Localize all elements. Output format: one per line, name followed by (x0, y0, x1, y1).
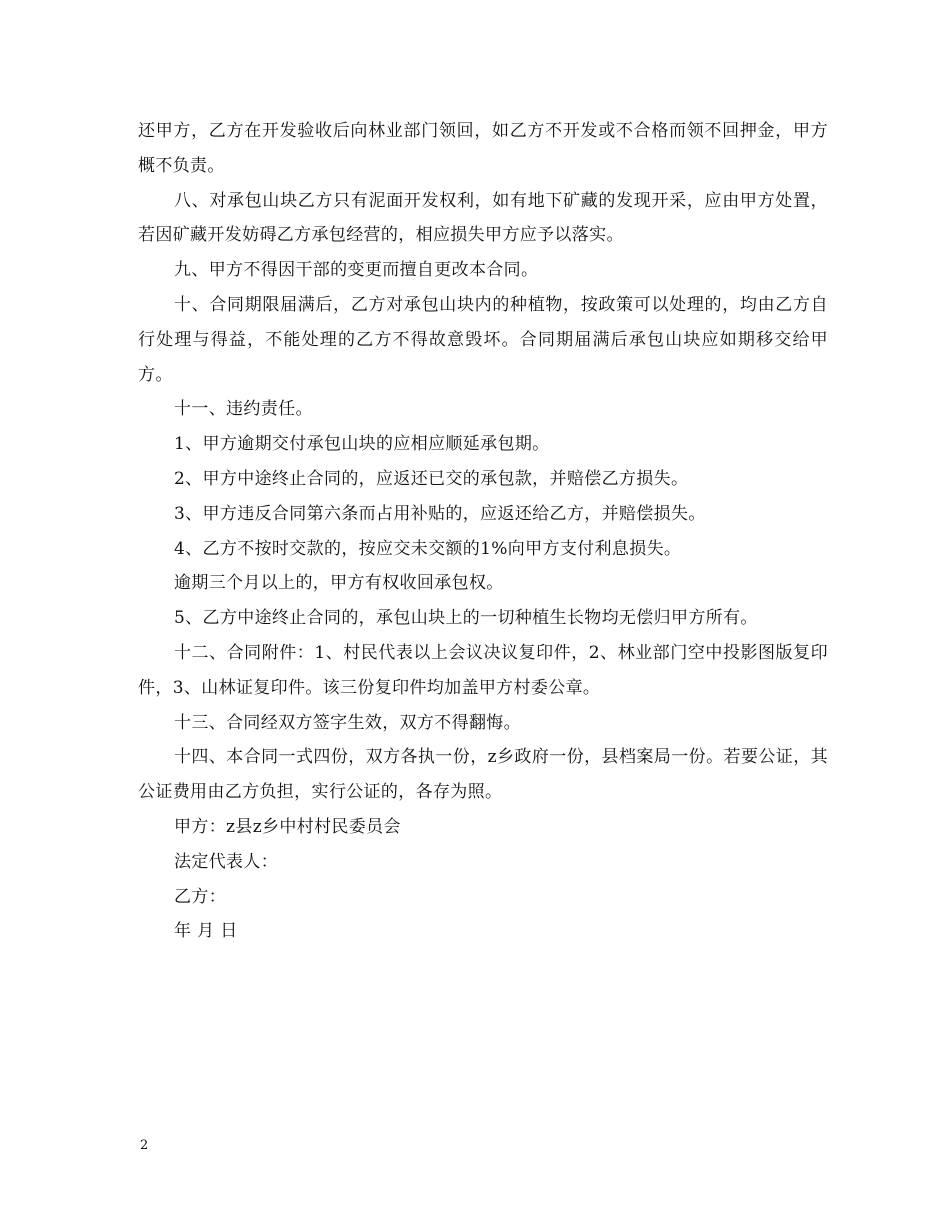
page-number: 2 (140, 1138, 149, 1153)
paragraph-liability-4-overdue: 逾期三个月以上的，甲方有权收回承包权。 (174, 573, 504, 594)
paragraph-liability-5: 5、乙方中途终止合同的，承包山块上的一切种植生长物均无偿归甲方所有。 (174, 608, 758, 629)
paragraph-clause-10: 十、合同期限届满后，乙方对承包山块内的种植物，按政策可以处理的，均由乙方自行处理与得益，不能处理的乙方不得故意毁坏。合同期届满后承包山块应如期移交给甲方。 (138, 294, 828, 385)
paragraph-continuation: 还甲方，乙方在开发验收后向林业部门领回，如乙方不开发或不合格而领不回押金，甲方概不负责。 (138, 121, 828, 176)
paragraph-clause-8: 八、对承包山块乙方只有泥面开发权利，如有地下矿藏的发现开采，应由甲方处置，若因矿藏开发妨碍乙方承包经营的，相应损失甲方应予以落实。 (138, 190, 828, 246)
paragraph-clause-9: 九、甲方不得因干部的变更而擅自更改本合同。 (174, 260, 539, 281)
paragraph-clause-11: 十一、违约责任。 (174, 399, 313, 420)
signature-party-a: 甲方：z县z乡中村村民委员会 (174, 816, 401, 837)
paragraph-liability-3: 3、甲方违反合同第六条而占用补贴的，应返还给乙方，并赔偿损失。 (174, 503, 706, 524)
signature-legal-representative: 法定代表人： (174, 851, 279, 872)
paragraph-clause-12: 十二、合同附件：1、村民代表以上会议决议复印件，2、林业部门空中投影图版复印件，3、山林证复印件。该三份复印件均加盖甲方村委公章。 (138, 642, 828, 698)
paragraph-liability-1: 1、甲方逾期交付承包山块的应相应顺延承包期。 (174, 434, 550, 455)
paragraph-clause-14: 十四、本合同一式四份，双方各执一份，z乡政府一份，县档案局一份。若要公证，其公证费用由乙方负担，实行公证的，各存为照。 (138, 747, 828, 803)
signature-party-b: 乙方： (174, 886, 227, 907)
paragraph-liability-4: 4、乙方不按时交款的，按应交未交额的1%向甲方支付利息损失。 (174, 538, 682, 559)
signature-date: 年 月 日 (174, 921, 238, 942)
paragraph-clause-13: 十三、合同经双方签字生效，双方不得翻悔。 (174, 712, 521, 733)
paragraph-liability-2: 2、甲方中途终止合同的，应返还已交的承包款，并赔偿乙方损失。 (174, 468, 689, 489)
contract-body (138, 114, 828, 949)
